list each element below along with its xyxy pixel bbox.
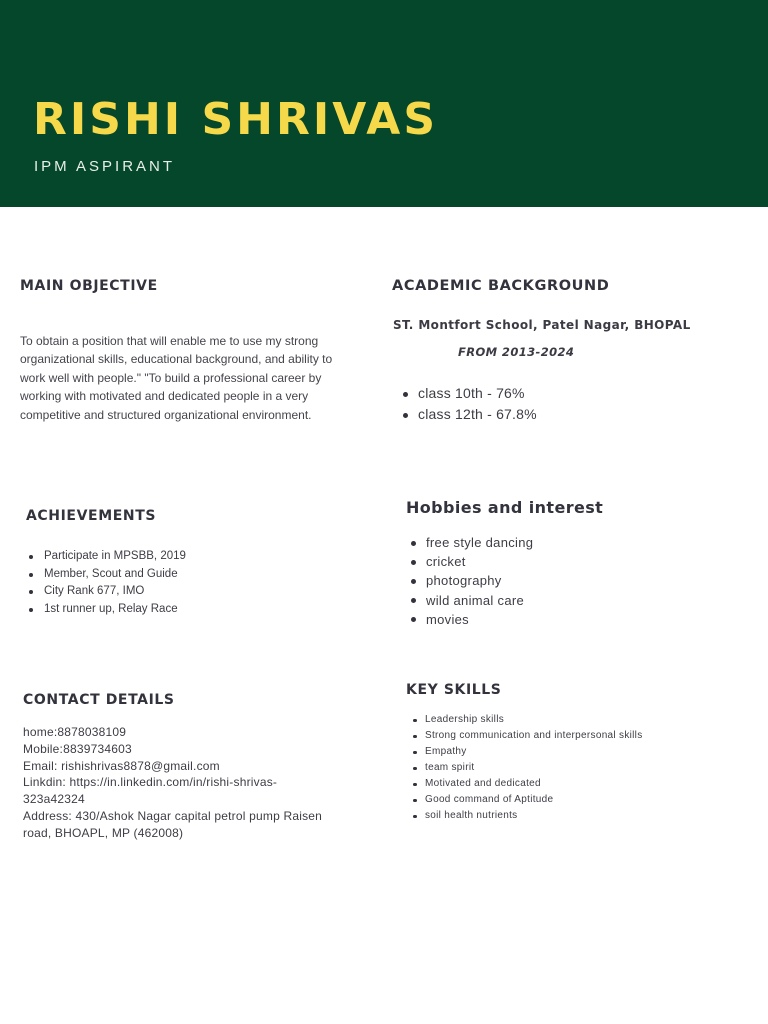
list-item: soil health nutrients [407,808,746,824]
linkedin-url-cont: 323a42324 [23,792,85,807]
list-item: Good command of Aptitude [407,792,746,808]
list-item: Participate in MPSBB, 2019 [24,548,346,566]
postal-address: Address: 430/Ashok Nagar capital petrol pump Raisen [23,808,323,823]
academic-section [392,278,752,422]
objective-section [20,278,355,424]
skills-section [406,682,746,824]
skills-list [407,712,746,824]
list-item: class 12th - 67.8% [392,404,537,425]
linkedin-url: Linkdin: https://in.linkedin.com/in/rishi-shrivas- [23,775,278,790]
contact-details [23,724,363,842]
academic-list [392,383,537,425]
list-item: Strong communication and interpersonal skills [407,728,746,744]
candidate-subtitle: IPM ASPIRANT [34,158,176,175]
list-item: photography [406,571,746,590]
achievements-heading: ACHIEVEMENTS [26,508,157,524]
list-item: cricket [406,552,746,571]
school-dates: FROM 2013-2024 [458,345,575,359]
home-phone: home:8878038109 [23,725,127,739]
list-item: Member, Scout and Guide [24,566,346,584]
academic-heading: ACADEMIC BACKGROUND [392,278,610,294]
header-banner [0,0,768,207]
list-item: Empathy [407,744,746,760]
candidate-name: RISHI SHRIVAS [33,94,439,145]
contact-section [23,692,363,842]
achievements-list [24,548,346,618]
hobbies-list [406,533,746,629]
hobbies-heading: Hobbies and interest [406,498,604,517]
hobbies-section [406,498,746,629]
list-item: City Rank 677, IMO [24,583,346,601]
school-name: ST. Montfort School, Patel Nagar, BHOPAL [393,318,691,332]
list-item: class 10th - 76% [392,383,537,404]
list-item: Leadership skills [407,712,746,728]
skills-heading: KEY SKILLS [406,682,502,698]
list-item: Motivated and dedicated [407,776,746,792]
list-item: team spirit [407,760,746,776]
objective-heading: MAIN OBJECTIVE [20,278,158,294]
email-address: Email: rishishrivas8878@gmail.com [23,758,220,773]
list-item: movies [406,610,746,629]
contact-heading: CONTACT DETAILS [23,692,175,708]
objective-text: To obtain a position that will enable me to use my strong organizational skills, educational background, and ability to work well with people." "To build a professional career by working with motivated and dedicated people in a very competitive and structured organizational environment. [20,334,333,422]
achievements-section [26,508,346,618]
list-item: 1st runner up, Relay Race [24,601,346,619]
list-item: wild animal care [406,591,746,610]
postal-address-cont: road, BHOAPL, MP (462008) [23,825,184,840]
list-item: free style dancing [406,533,746,552]
mobile-phone: Mobile:8839734603 [23,741,132,756]
